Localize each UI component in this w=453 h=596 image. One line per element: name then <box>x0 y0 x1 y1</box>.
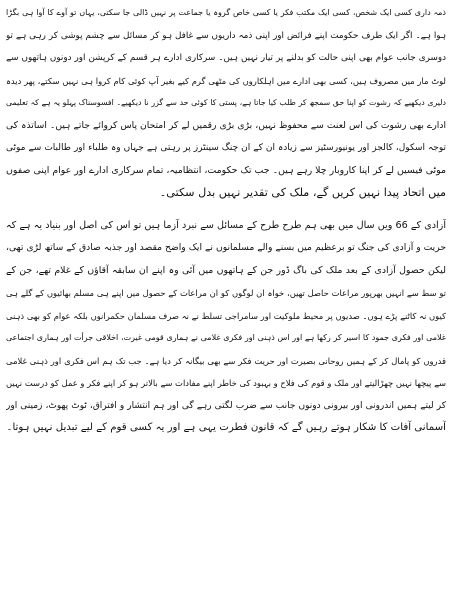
text-line: لوٹ مار میں مصروف ہیں، کسی بھی ادارے میں اہلکاروں کی مٹھی گرم کیے بغیر آپ کوئی کام کروا ہی نہیں سکتے، پھر دیدہ <box>6 75 446 86</box>
text-line: سے پیچھا نہیں چھڑالیتے اور ملک و قوم کی فلاح و بہبود کی خاطر اپنے مفادات سے بالاتر ہو کر اپنے فکر و عمل کو درست نہیں <box>6 378 446 388</box>
text-line: لیکن حصول آزادی کے بعد ملک کی باگ ڈور جن کے ہاتھوں میں آئی وہ اپنے ان سابقہ آقاؤں کے غلام تھے، جن کے <box>6 264 446 276</box>
text-line: کر لیتے ہمیں اندرونی اور بیرونی دونوں جانب سے ضرب لگتی رہے گی اور ہم انتشار و افتراق، ٹوٹ پھوٹ، زمینی اور <box>6 400 446 411</box>
text-line: دوسری جانب عوام بھی اپنی حالت کو بدلنے پر تیار نہیں ہیں۔ سرکاری ادارے ہر قسم کے کرپشن اور دونوں ہاتھوں سے <box>6 53 446 63</box>
paragraph-1 <box>6 2 446 205</box>
text-line: کیوں نہ کاٹنے پڑے ہوں۔ صدیوں پر محیط ملوکیت اور سامراجی تسلط نے نہ صرف مسلمان حکمرانوں بلکہ عوام کو بھی ذہنی <box>6 310 446 321</box>
text-line: غلامی اور فکری جمود کا اسیر کر رکھا ہے اور اس ذہنی اور فکری غلامی نے ہماری قومی غیرت، اخلاقی جرأت اور ہماری اجتماعی <box>6 333 446 342</box>
text-line: آزادی کے 66 ویں سال میں بھی ہم طرح طرح کے مسائل سے نبرد آزما ہیں تو اس کی اصل اور بنیاد یہ ہے کہ <box>6 219 446 231</box>
text-line: توجہ اسکول، کالجز اور یونیورسٹیز سے زیادہ ان کے ان چنگ سینٹرز پر رہتی ہے جہاں وہ طلباء اور طالبات سے موٹی <box>6 143 446 153</box>
text-line: ہوا ہے۔ اگر ایک طرف حکومت اپنے فرائض اور اپنی ذمہ داریوں سے غافل ہو کر مسائل سے چشم پوشی کر رہی ہے تو <box>6 30 446 41</box>
text-line: تو سط سے انہیں بھرپور مراعات حاصل تھیں، خواہ ان لوگوں کو ان مراعات کے حصول میں اپنے ہی مسلم بھائیوں کے گلے ہی <box>6 288 446 298</box>
text-line: ذمہ داری کسی ایک شخص، کسی ایک مکتب فکر یا کسی خاص گروہ یا جماعت پر نہیں ڈالی جا سکتی، یہاں تو آوے کا آوا ہی بگڑا <box>6 8 446 17</box>
text-line: دلیری دیکھیے کہ رشوت کو اپنا حق سمجھ کر طلب کیا جاتا ہے، پستی کا کوئی حد سے گزر نا دیکھیے۔ افسوسناک پہلو یہ ہے کہ تعلیمی <box>6 98 446 107</box>
paragraph-2 <box>6 215 446 440</box>
text-line: میں اتحاد پیدا نہیں کریں گے، ملک کی تقدیر نہیں بدل سکتی۔ <box>159 186 446 199</box>
text-line: موٹی فیسیں لے کر اپنا کاروبار چلا رہے ہیں۔ جب تک حکومت، انتظامیہ، تمام سرکاری ادارے اور عوام اپنی صفوں <box>6 164 446 176</box>
text-line: ادارے بھی رشوت کی اس لعنت سے محفوظ نہیں، بڑی بڑی رقمیں لے کر امتحان پاس کروائے جاتے ہیں۔ اساتذہ کی <box>6 119 446 131</box>
text-line: آسمانی آفات کا شکار ہوتے رہیں گے کہ قانون فطرت یہی ہے اور یہ کسی قوم کے لیے تبدیل نہیں ہوتا۔ <box>6 422 446 433</box>
text-line: حریت و آزادی کی جنگ تو برعظیم میں بسنے والے مسلمانوں نے ایک واضح مقصد اور جذبہ صادق کے ساتھ لڑی تھی، <box>6 242 446 253</box>
text-line: قدروں کو پامال کر کے ہمیں روحانی بصیرت اور حریت فکر سے بھی بیگانہ کر دیا ہے۔ جب تک ہم اس فکری اور ذہنی غلامی <box>6 355 446 366</box>
